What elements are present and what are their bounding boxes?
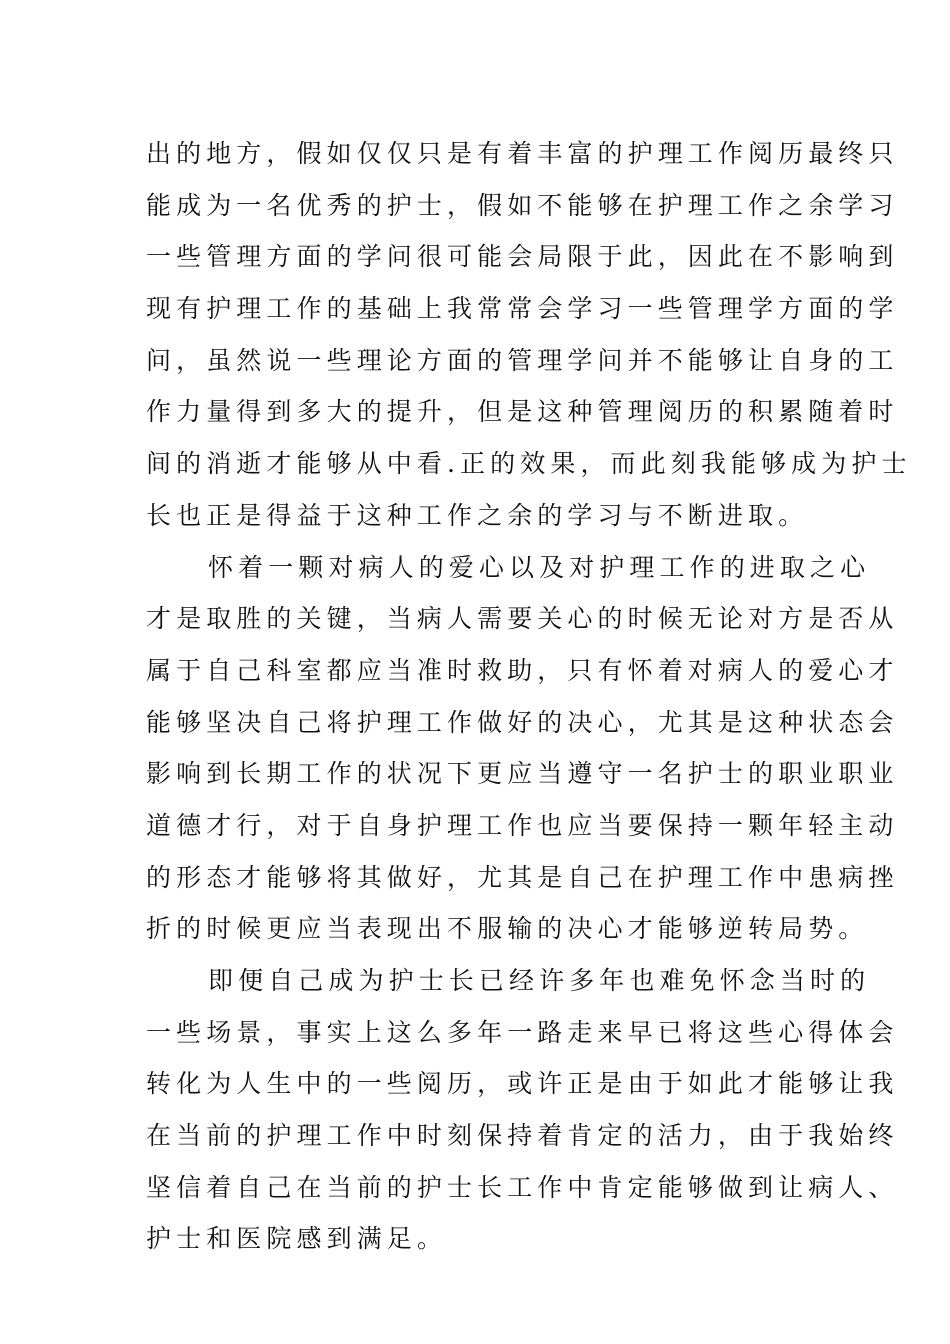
text-line: 属于自己科室都应当准时救助，只有怀着对病人的爱心才 [146, 655, 899, 685]
text-line: 一些场景，事实上这么多年一路走来早已将这些心得体会 [146, 1017, 899, 1047]
text-line: 折的时候更应当表现出不服输的决心才能够逆转局势。 [146, 914, 869, 944]
text-line: 坚信着自己在当前的护士长工作中肯定能够做到让病人、 [146, 1172, 899, 1202]
body-text [146, 128, 912, 1265]
text-line: 能成为一名优秀的护士，假如不能够在护理工作之余学习 [146, 190, 899, 220]
text-line: 护士和医院感到满足。 [146, 1224, 448, 1254]
text-line: 才是取胜的关键，当病人需要关心的时候无论对方是否从 [146, 604, 899, 634]
text-line: 间的消逝才能够从中看.正的效果，而此刻我能够成为护士 [146, 449, 912, 479]
text-line: 问，虽然说一些理论方面的管理学问并不能够让自身的工 [146, 345, 899, 375]
text-line: 能够坚决自己将护理工作做好的决心，尤其是这种状态会 [146, 707, 899, 737]
text-line: 作力量得到多大的提升，但是这种管理阅历的积累随着时 [146, 397, 899, 427]
text-line: 影响到长期工作的状况下更应当遵守一名护士的职业职业 [146, 759, 899, 789]
paragraph-first-line: 怀着一颗对病人的爱心以及对护理工作的进取之心 [208, 552, 871, 582]
paragraph-first-line: 即便自己成为护士长已经许多年也难免怀念当时的 [208, 966, 871, 995]
text-line: 道德才行，对于自身护理工作也应当要保持一颗年轻主动 [146, 810, 899, 840]
text-line: 长也正是得益于这种工作之余的学习与不断进取。 [146, 500, 809, 530]
text-line: 出的地方，假如仅仅只是有着丰富的护理工作阅历最终只 [146, 139, 899, 168]
text-line: 的形态才能够将其做好，尤其是自己在护理工作中患病挫 [146, 862, 899, 892]
text-line: 在当前的护理工作中时刻保持着肯定的活力，由于我始终 [146, 1121, 899, 1151]
text-line: 现有护理工作的基础上我常常会学习一些管理学方面的学 [146, 294, 899, 324]
text-line: 一些管理方面的学问很可能会局限于此，因此在不影响到 [146, 242, 899, 272]
text-line: 转化为人生中的一些阅历，或许正是由于如此才能够让我 [146, 1069, 899, 1099]
